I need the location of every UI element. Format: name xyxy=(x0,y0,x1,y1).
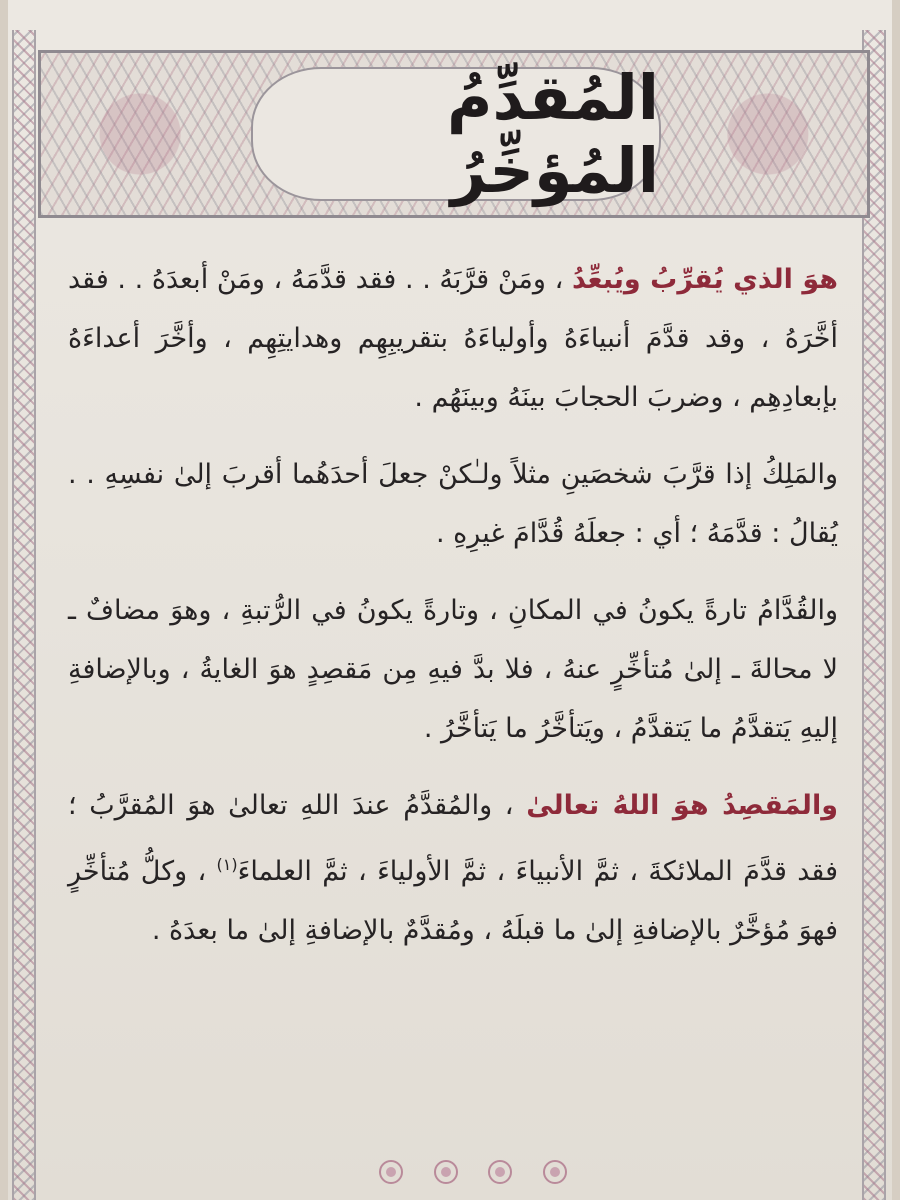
rosette-icon xyxy=(487,1159,513,1185)
paragraph-text: والقُدَّامُ تارةً يكونُ في المكانِ ، وتارةً يكونُ في الرُّتبةِ ، وهوَ مضافٌ ـ لا محالةَ ـ إلىٰ مُتأخِّرٍ عنهُ ، فلا بدَّ فيهِ مِن مَقصِدٍ هوَ الغايةُ ، وبالإضافةِ إليهِ يَتقدَّمُ ما يَتقدَّمُ ، ويَتأخَّرُ ما يَتأخَّرُ . xyxy=(68,595,838,744)
body-text xyxy=(68,250,838,978)
paragraph-text: ، والمُقدَّمُ عندَ اللهِ تعالىٰ هوَ المُقرَّبُ ؛ فقد قدَّمَ الملائكةَ ، ثمَّ الأنبياءَ ، ثمَّ الأولياءَ ، ثمَّ العلماءَ xyxy=(68,790,838,887)
footnote-marker[interactable]: (١) xyxy=(216,855,238,874)
book-page xyxy=(8,0,892,1200)
highlighted-phrase: والمَقصِدُ هوَ اللهُ تعالىٰ xyxy=(526,790,838,821)
paragraph-text: والمَلِكُ إذا قرَّبَ شخصَينِ مثلاً ولـٰكنْ جعلَ أحدَهُما أقربَ إلىٰ نفسِهِ . . يُقالُ : قدَّمَهُ ؛ أي : جعلَهُ قُدَّامَ غيرِهِ . xyxy=(68,459,838,549)
paragraph-text: ، ومَنْ قرَّبَهُ . . فقد قدَّمَهُ ، ومَنْ أبعدَهُ . . فقد أخَّرَهُ ، وقد قدَّمَ أنبياءَهُ وأولياءَهُ بتقريبِهِم وهدايتِهِم ، وأخَّرَ أعداءَهُ بإبعادِهِم ، وضربَ الحجابَ بينَهُ وبينَهُم . xyxy=(68,264,838,413)
title-cartouche xyxy=(251,61,661,207)
highlighted-phrase: هوَ الذي يُقرِّبُ ويُبعِّدُ xyxy=(571,264,838,295)
rosette-icon xyxy=(378,1159,404,1185)
paragraph-1 xyxy=(68,250,838,427)
paragraph-2 xyxy=(68,445,838,563)
left-ornamental-border xyxy=(12,30,36,1200)
paragraph-text-continued: ، وكلُّ مُتأخِّرٍ فهوَ مُؤخَّرٌ بالإضافةِ إلىٰ ما قبلَهُ ، ومُقدَّمٌ بالإضافةِ إلىٰ ما بعدَهُ . xyxy=(68,856,838,946)
rosette-icon xyxy=(433,1159,459,1185)
title-ornament-frame xyxy=(38,50,870,218)
page-title: المُقدِّمُ المُؤخِّرُ xyxy=(447,61,659,207)
footer-ornament xyxy=(378,1157,568,1187)
rosette-icon xyxy=(542,1159,568,1185)
paragraph-4 xyxy=(68,776,838,960)
paragraph-3 xyxy=(68,581,838,758)
